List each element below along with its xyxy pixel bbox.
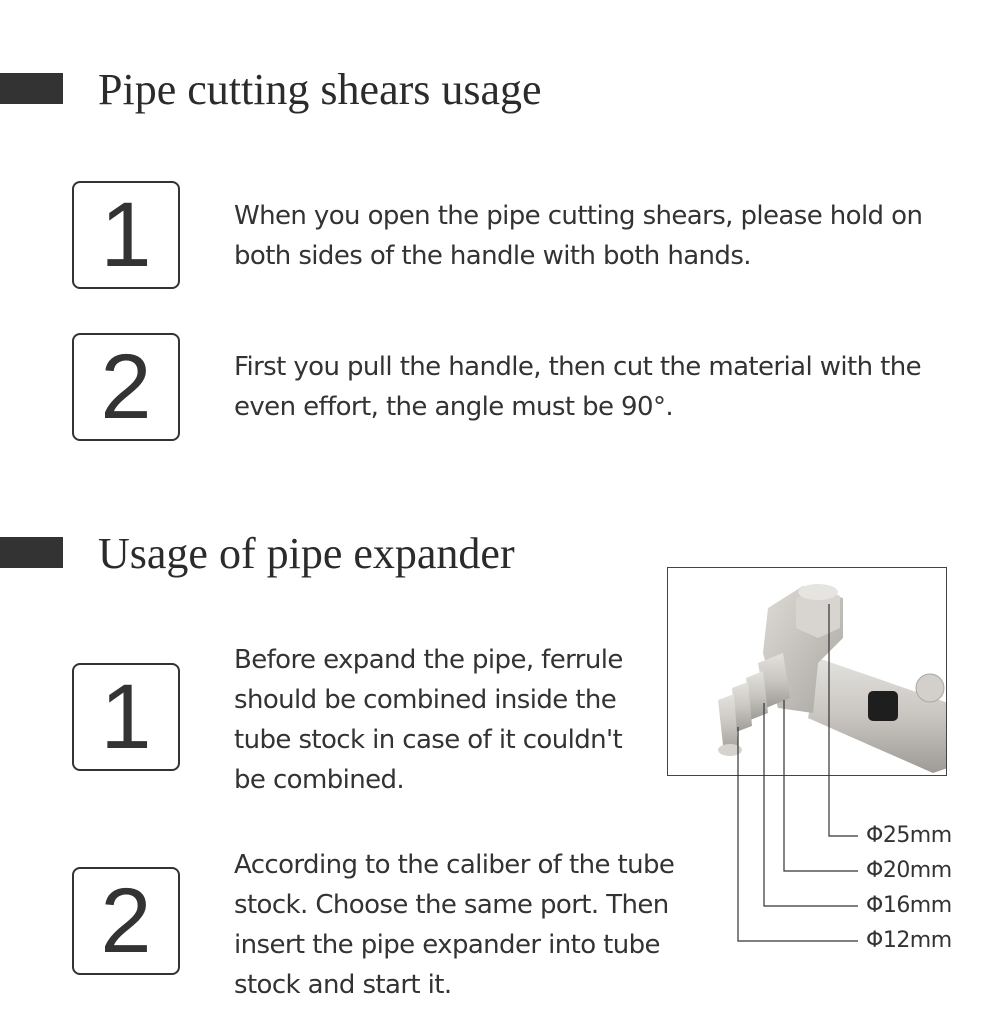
step-number-box: 2 (72, 333, 180, 441)
dimension-label-20mm: Φ20mm (866, 858, 952, 883)
section-title-pipe-cutting-shears: Pipe cutting shears usage (98, 65, 542, 114)
section-title-pipe-expander: Usage of pipe expander (98, 529, 515, 578)
step-number-box: 2 (72, 867, 180, 975)
step-number-box: 1 (72, 663, 180, 771)
step-description: When you open the pipe cutting shears, please hold on both sides of the handle with both hands. (234, 201, 923, 271)
dimension-label-25mm: Φ25mm (866, 823, 952, 848)
step-number-box: 1 (72, 181, 180, 289)
step-description: First you pull the handle, then cut the material with the even effort, the angle must be 90°. (234, 352, 922, 422)
step-description: Before expand the pipe, ferrule should be combined inside the tube stock in case of it couldn't be combined. (234, 645, 623, 795)
dimension-label-16mm: Φ16mm (866, 893, 952, 918)
step-description: According to the caliber of the tube stock. Choose the same port. Then insert the pipe expander into tube stock and start it. (234, 850, 675, 1000)
dimension-label-12mm: Φ12mm (866, 928, 952, 953)
